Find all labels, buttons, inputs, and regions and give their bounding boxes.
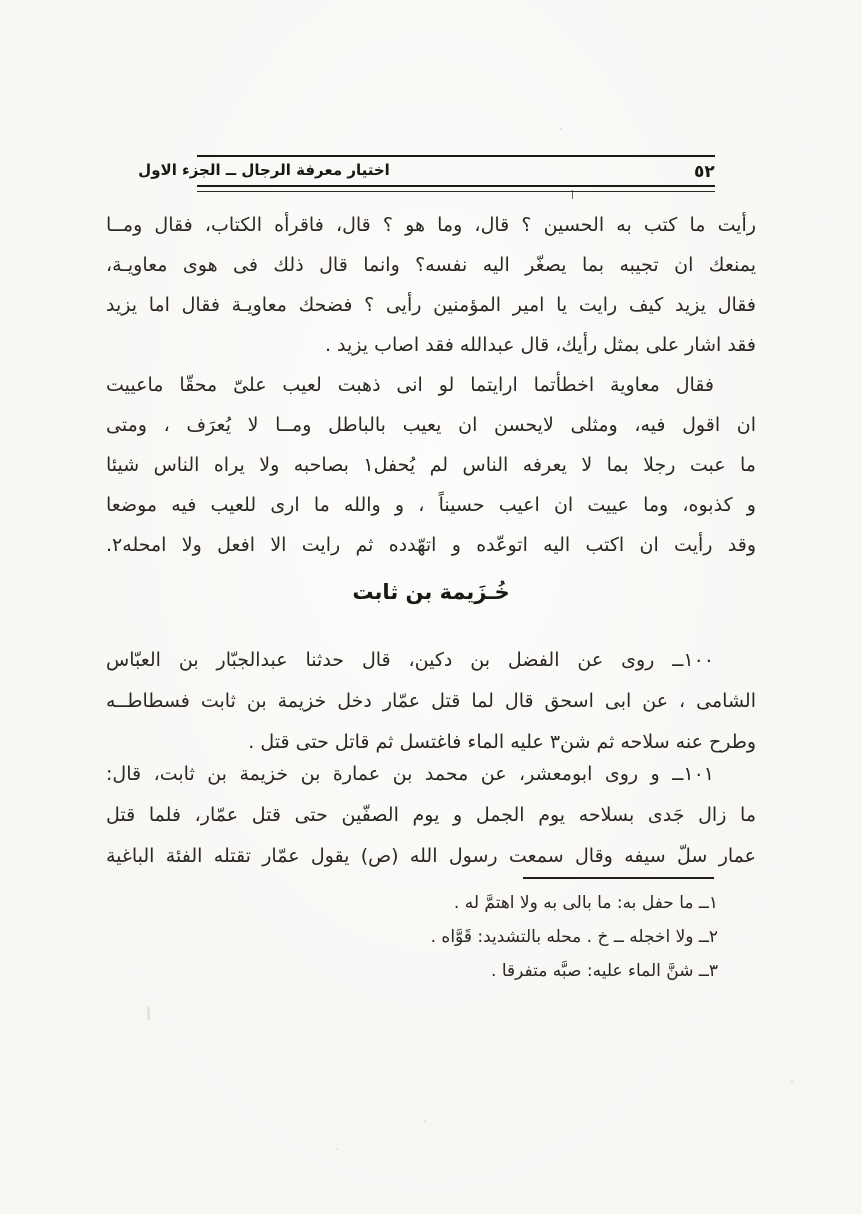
scan-noise-speck [147, 1006, 150, 1020]
para-101-line-3: عمار سلّ سيفه وقال سمعت رسول الله (ص) يقول عمّار تقتله الفئة الباغية [106, 845, 756, 867]
para-100-line-2: الشامى ، عن ابى اسحق قال لما قتل عمّار دخل خزيمة بن ثابت فسطاطــه [106, 690, 756, 712]
running-head-title: اختيار معرفة الرجال ــ الجزء الاول [138, 161, 390, 179]
scan-noise-speck [336, 1148, 338, 1150]
hadith-101-block [106, 754, 756, 877]
scan-artifact-tick [572, 190, 573, 199]
para-b-line-1: فقال معاوية اخطأتما ارايتما لو انى ذهبت لعيب علىّ محقّا ماعييت [106, 374, 714, 396]
scan-noise-speck [424, 1120, 426, 1123]
para-b-line-3: ما عبت رجلا بما لا يعرفه الناس لم يُحفل١ بصاحبه ولا يراه الناس شيئا [106, 454, 756, 476]
page-number: ٥٢ [694, 162, 715, 182]
para-a-line-2: يمنعك ان تجيبه بما يصغّر اليه نفسه؟ وانما قال ذلك فى هوى معاويـة، [106, 254, 756, 276]
footnote-3: ٣ــ شنَّ الماء عليه: صبَّه متفرقا . [491, 961, 718, 981]
footnote-separator-rule [523, 877, 714, 879]
header-rule-bottom [197, 185, 715, 192]
para-a-line-4: فقد اشار على بمثل رأيك، قال عبدالله فقد اصاب يزيد . [324, 334, 756, 356]
scan-noise-speck [560, 128, 562, 130]
footnotes-block [105, 886, 718, 988]
main-text-block [106, 205, 756, 565]
footnote-2: ٢ــ ولا اخجله ــ خ . محله بالتشديد: قَوَّاه . [430, 927, 718, 947]
para-101-line-2: ما زال جَدى بسلاحه يوم الجمل و يوم الصفّين حتى قتل عمّار، فلما قتل [106, 804, 756, 826]
hadith-100-block [106, 640, 756, 763]
para-b-line-2: ان اقول فيه، ومثلى لايحسن ان يعيب بالباطل ومــا لا يُعرَف ، ومتى [106, 414, 756, 436]
para-b-line-5: وقد رأيت ان اكتب اليه اتوعّده و اتهّدده ثم رايت الا افعل ولا امحله٢. [106, 534, 756, 556]
para-101-line-1: ١٠١ــ و روى ابومعشر، عن محمد بن عمارة بن خزيمة بن ثابت، قال: [106, 763, 714, 785]
footnote-1: ١ــ ما حفل به: ما بالى به ولا اهتمَّ له . [453, 893, 718, 913]
para-100-line-3: وطرح عنه سلاحه ثم شن٣ عليه الماء فاغتسل ثم قاتل حتى قتل . [248, 731, 756, 753]
para-a-line-1: رأيت ما كتب به الحسين ؟ قال، وما هو ؟ قال، فاقرأه الكتاب، فقال ومــا [106, 214, 756, 236]
scan-noise-speck [791, 1080, 793, 1083]
para-a-line-3: فقال يزيد كيف رايت يا امير المؤمنين رأيى ؟ فضحك معاويـة فقال اما يزيد [106, 294, 756, 316]
section-heading-khuzayma: خُـزَيمة بن ثابت [352, 580, 510, 604]
para-100-line-1: ١٠٠ــ روى عن الفضل بن دكين، قال حدثنا عبدالجبّار بن العبّاس [106, 649, 714, 671]
header-rule-top [197, 155, 715, 157]
para-b-line-4: و كذبوه، وما عييت ان اعيب حسيناً ، و والله ما ارى للعيب فيه موضعا [106, 494, 756, 516]
